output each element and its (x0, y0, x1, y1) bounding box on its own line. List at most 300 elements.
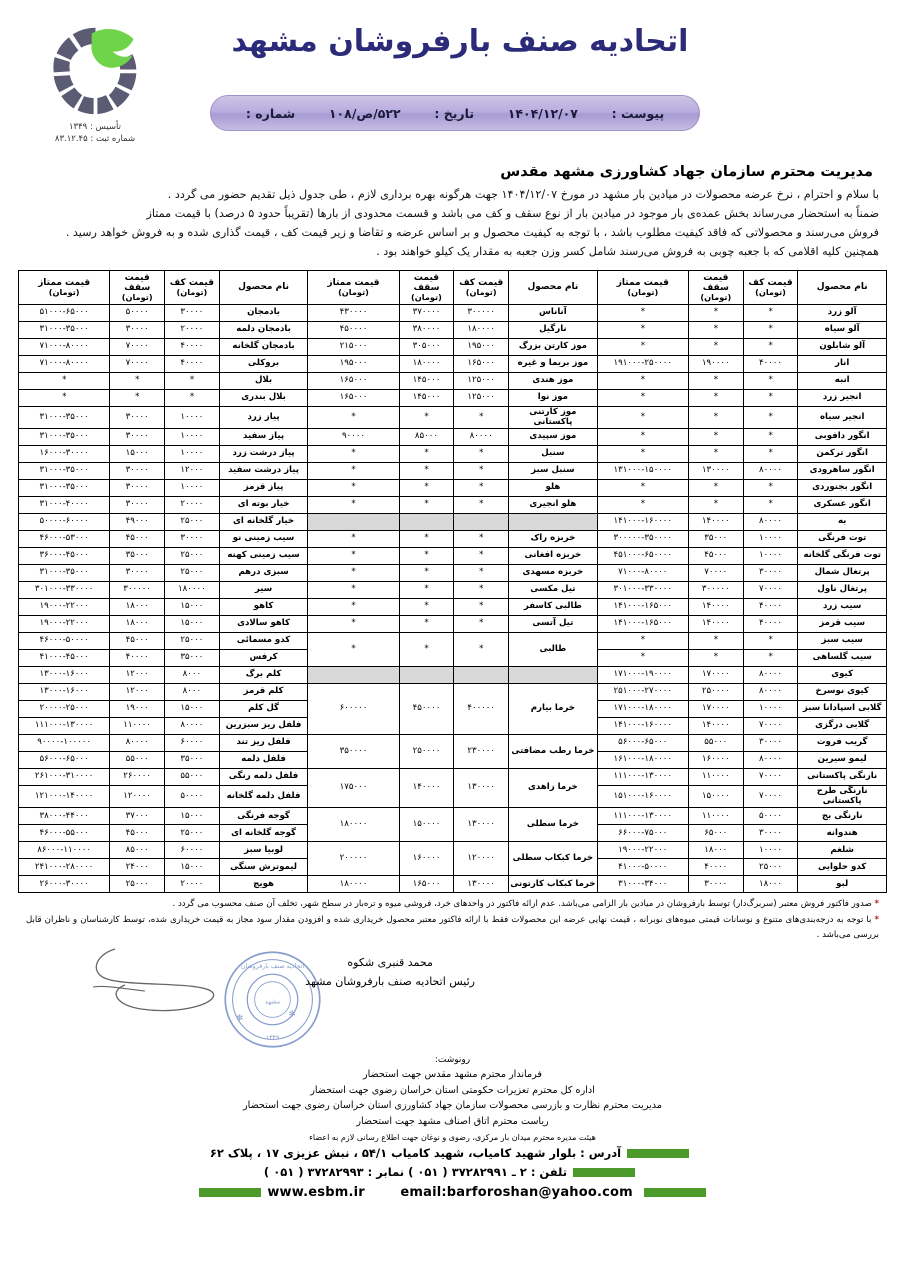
cell-floor-price: ۱۵۰۰۰ (165, 616, 220, 633)
cell-premium-price: ۳۶۰۰۰-۴۵۰۰۰ (19, 548, 110, 565)
table-row (19, 684, 887, 701)
cell-floor-price: ۲۵۰۰۰ (165, 825, 220, 842)
table-row (19, 372, 887, 389)
cell-premium-price: * (597, 406, 688, 428)
cell-floor-price: ۱۰۰۰۰ (743, 842, 798, 859)
cell-ceiling-price: ۳۰۵۰۰۰ (399, 338, 454, 355)
board-note: هیئت مدیره محترم میدان بار مرکزی، رضوی و نوغان جهت اطلاع رسانی لازم به اعضاء (309, 1133, 596, 1143)
cell-floor-price: ۲۰۰۰۰ (165, 321, 220, 338)
cell-ceiling-price: ۱۱۰۰۰۰ (688, 769, 743, 786)
cell-product-name: سیب زمینی نو (219, 531, 308, 548)
cell-ceiling-price (399, 667, 454, 684)
reference-bar (210, 95, 700, 131)
cell-ceiling-price: * (110, 372, 165, 389)
cell-premium-price: ۱۳۱۰۰۰-۱۵۰۰۰۰ (597, 463, 688, 480)
address-text: آدرس : بلوار شهید کامیاب، شهید کامیاب ۵۴/۱ ، نبش عزیزی ۱۷ ، پلاک ۶۲ (209, 1146, 622, 1161)
cell-ceiling-price: * (399, 582, 454, 599)
cell-ceiling-price: ۱۹۰۰۰ (110, 701, 165, 718)
cell-premium-price: * (308, 633, 399, 667)
table-row (19, 463, 887, 480)
website-link[interactable]: www.esbm.ir (267, 1185, 365, 1201)
cell-floor-price: ۲۰۰۰۰ (165, 876, 220, 893)
cell-premium-price: ۱۲۱۰۰۰-۱۴۰۰۰۰ (19, 786, 110, 808)
cell-product-name: پیاز درشت سفید (219, 463, 308, 480)
cell-ceiling-price: ۱۳۰۰۰۰ (688, 463, 743, 480)
cell-product-name: انگور عسکری (798, 497, 887, 514)
cell-ceiling-price: ۸۰۰۰۰ (110, 735, 165, 752)
cell-floor-price: ۲۵۰۰۰ (165, 633, 220, 650)
cell-product-name: پیاز زرد (219, 406, 308, 428)
cell-ceiling-price: ۳۰۰۰۰۰ (110, 582, 165, 599)
cell-premium-price: ۵۱۰۰۰-۶۵۰۰۰ (19, 304, 110, 321)
cell-product-name: انگور ساهرودی (798, 463, 887, 480)
cell-ceiling-price: * (399, 531, 454, 548)
cell-floor-price: ۴۰۰۰۰ (743, 599, 798, 616)
cell-ceiling-price: ۱۴۵۰۰۰ (399, 389, 454, 406)
signer-title: رئیس اتحادیه صنف بارفروشان مشهد (305, 975, 475, 989)
cell-premium-price: ۱۷۱۰۰۰-۱۸۰۰۰۰ (597, 701, 688, 718)
cell-premium-price: * (308, 463, 399, 480)
cell-product-name: کاهو (219, 599, 308, 616)
cell-floor-price: * (454, 497, 509, 514)
cell-product-name: کدو حلوایی (798, 859, 887, 876)
cell-ceiling-price: * (688, 497, 743, 514)
cell-ceiling-price: ۳۰۰۰۰ (110, 480, 165, 497)
cell-ceiling-price: * (688, 406, 743, 428)
cell-premium-price: ۳۱۰۰۰-۳۵۰۰۰ (19, 565, 110, 582)
cell-ceiling-price: ۴۵۰۰۰ (688, 548, 743, 565)
cell-premium-price: ۵۶۰۰۰-۶۵۰۰۰ (597, 735, 688, 752)
cell-ceiling-price: ۲۵۰۰۰ (110, 876, 165, 893)
cell-premium-price: ۱۴۱۰۰۰-۱۶۰۰۰۰ (597, 718, 688, 735)
cell-ceiling-price: * (399, 633, 454, 667)
th-premium-right: قیمت ممتاز (تومان) (597, 270, 688, 304)
cell-floor-price: * (454, 565, 509, 582)
cell-floor-price: ۱۰۰۰۰ (165, 446, 220, 463)
table-row (19, 548, 887, 565)
union-logo (30, 22, 160, 146)
footnote-item: * با توجه به درجه‌بندی‌های متنوع و نوسانات قیمتی میوه‌های نوبرانه ، قیمت نهایی عرضه این محصولات فقط با ارائه فاکتور معتبر محصول خریداری شده و افزودن مقدار سود مجاز به قیمت خریداری شده، توسط کارشناسان و ناظران قابل بررسی می‌باشد . (26, 915, 879, 941)
cell-premium-price: ۵۰۰۰۰-۶۰۰۰۰ (19, 514, 110, 531)
cell-floor-price: ۸۰۰۰۰ (743, 463, 798, 480)
cell-premium-price: ۴۶۰۰۰-۵۳۰۰۰ (19, 531, 110, 548)
cell-product-name: نارنگی بج (798, 808, 887, 825)
cell-ceiling-price: ۱۸۰۰۰ (688, 842, 743, 859)
cell-premium-price: * (597, 446, 688, 463)
cell-floor-price: ۸۰۰۰۰ (743, 752, 798, 769)
cell-premium-price: ۶۰۰۰۰۰ (308, 684, 399, 735)
cell-ceiling-price: ۱۶۰۰۰۰ (688, 752, 743, 769)
table-row (19, 808, 887, 825)
cell-floor-price: ۱۵۰۰۰ (165, 808, 220, 825)
cc-item: اداره کل محترم تعزیرات حکومتی استان خراسان رضوی جهت استحضار (310, 1084, 595, 1096)
cell-premium-price: ۲۶۰۰۰-۳۰۰۰۰ (19, 876, 110, 893)
cell-floor-price: ۳۰۰۰۰ (743, 735, 798, 752)
logo-mark-icon (48, 22, 143, 117)
svg-text:اتحادیه صنف بارفروشان: اتحادیه صنف بارفروشان (240, 962, 305, 970)
cell-ceiling-price: * (688, 389, 743, 406)
cell-floor-price: * (743, 480, 798, 497)
cell-product-name: انبه (798, 372, 887, 389)
cell-ceiling-price: ۳۰۰۰۰۰ (688, 582, 743, 599)
cell-ceiling-price: * (110, 389, 165, 406)
cell-premium-price: * (308, 480, 399, 497)
cell-floor-price: * (165, 372, 220, 389)
cell-product-name: بادمجان گلخانه (219, 338, 308, 355)
cell-premium-price: ۴۵۰۰۰۰ (308, 321, 399, 338)
cell-floor-price: ۷۰۰۰۰ (743, 786, 798, 808)
table-row (19, 497, 887, 514)
cell-floor-price: ۱۲۰۰۰ (165, 463, 220, 480)
cell-floor-price: * (165, 389, 220, 406)
cell-product-name: آناناس (509, 304, 598, 321)
cell-ceiling-price: ۱۴۰۰۰۰ (399, 769, 454, 808)
cell-ceiling-price: ۵۵۰۰۰ (688, 735, 743, 752)
cell-product-name: خرما سطلی (509, 808, 598, 842)
cell-floor-price (454, 667, 509, 684)
cc-item: ریاست محترم اتاق اصناف مشهد جهت استحضار (356, 1115, 549, 1127)
cell-product-name: هلو انجیری (509, 497, 598, 514)
cell-ceiling-price: * (399, 548, 454, 565)
cell-floor-price: ۳۰۰۰۰ (165, 304, 220, 321)
price-table (18, 270, 887, 894)
table-row (19, 514, 887, 531)
cc-item: مدیریت محترم نظارت و بازرسی محصولات سازمان جهاد کشاورزی استان خراسان رضوی جهت استحضار (243, 1100, 662, 1112)
cell-ceiling-price: ۸۵۰۰۰ (110, 842, 165, 859)
cell-premium-price: ۳۰۱۰۰۰-۳۳۰۰۰۰ (19, 582, 110, 599)
cell-product-name: طالبی کاسفر (509, 599, 598, 616)
cell-floor-price: ۸۰۰۰۰ (454, 429, 509, 446)
cell-premium-price: ۱۴۱۰۰۰-۱۶۵۰۰۰ (597, 599, 688, 616)
cell-floor-price: ۸۰۰۰۰ (743, 684, 798, 701)
cell-floor-price: ۱۰۰۰۰ (165, 429, 220, 446)
cell-ceiling-price: * (688, 372, 743, 389)
cell-premium-price: ۷۱۰۰۰-۸۰۰۰۰ (597, 565, 688, 582)
cell-floor-price: ۸۰۰۰۰ (743, 667, 798, 684)
cell-floor-price: ۸۰۰۰ (165, 667, 220, 684)
cell-ceiling-price: ۳۷۰۰۰۰ (399, 304, 454, 321)
cell-ceiling-price: * (399, 497, 454, 514)
table-row (19, 769, 887, 786)
cell-premium-price: ۱۶۰۰۰-۳۰۰۰۰ (19, 446, 110, 463)
cell-floor-price: ۲۵۰۰۰ (743, 859, 798, 876)
cell-ceiling-price: ۲۵۰۰۰۰ (399, 735, 454, 769)
cell-product-name: سیب زمینی کهنه (219, 548, 308, 565)
cell-product-name: لیموترش سنگی (219, 859, 308, 876)
cell-premium-price: * (597, 633, 688, 650)
cell-product-name: موز کارتنی پاکستانی (509, 406, 598, 428)
price-table-zone (0, 270, 905, 894)
cell-product-name: سیب سبز (798, 633, 887, 650)
cell-product-name: آلو شابلون (798, 338, 887, 355)
cell-premium-price: ۱۴۱۰۰۰-۱۶۵۰۰۰ (597, 616, 688, 633)
date-label: تاریخ : (434, 105, 475, 121)
cell-ceiling-price: ۳۰۰۰۰ (110, 406, 165, 428)
organization-title: اتحادیه صنف بارفروشان مشهد (231, 24, 689, 59)
cell-product-name: خربزه مسهدی (509, 565, 598, 582)
cell-product-name: انگور ترکمن (798, 446, 887, 463)
table-row (19, 355, 887, 372)
cell-premium-price: * (597, 304, 688, 321)
cell-premium-price: ۴۵۱۰۰۰-۶۵۰۰۰۰ (597, 548, 688, 565)
cell-premium-price: * (308, 406, 399, 428)
cell-floor-price: ۱۵۰۰۰ (165, 599, 220, 616)
cell-product-name: کرفس (219, 650, 308, 667)
cell-product-name: نارنگی طرح پاکستانی (798, 786, 887, 808)
cell-ceiling-price: ۲۶۰۰۰۰ (110, 769, 165, 786)
cell-premium-price: ۸۶۰۰۰-۱۱۰۰۰۰ (19, 842, 110, 859)
cell-premium-price: ۱۹۰۰۰-۲۲۰۰۰ (19, 616, 110, 633)
cell-ceiling-price: * (688, 429, 743, 446)
cell-ceiling-price: ۸۵۰۰۰ (399, 429, 454, 446)
cell-ceiling-price: ۳۷۰۰۰ (110, 808, 165, 825)
cell-ceiling-price: * (688, 650, 743, 667)
logo-founded-year: تأسیس : ۱۳۴۹ (68, 122, 121, 132)
price-table-head (19, 270, 887, 304)
cell-product-name: خیار بوته ای (219, 497, 308, 514)
cell-floor-price: ۴۰۰۰۰ (743, 355, 798, 372)
cell-product-name: سیب زرد (798, 599, 887, 616)
th-ceiling-right: قیمت سقف (تومان) (688, 270, 743, 304)
cell-product-name: لیمو سیرین (798, 752, 887, 769)
cell-floor-price: ۶۰۰۰۰ (165, 735, 220, 752)
green-bar-decoration (627, 1149, 689, 1158)
cell-floor-price: * (454, 406, 509, 428)
ref-number-label: شماره : (245, 105, 296, 121)
cell-product-name: گل کلم (219, 701, 308, 718)
th-name-left: نام محصول (219, 270, 308, 304)
table-row (19, 531, 887, 548)
cell-premium-price: * (597, 650, 688, 667)
cell-floor-price: ۷۰۰۰۰ (743, 718, 798, 735)
cell-ceiling-price: ۳۰۰۰۰ (110, 565, 165, 582)
asterisk-icon: * (874, 899, 879, 910)
cell-ceiling-price: ۱۱۰۰۰۰ (110, 718, 165, 735)
cell-product-name: خرما زاهدی (509, 769, 598, 808)
cell-floor-price: ۱۲۰۰۰۰ (454, 842, 509, 876)
cell-product-name: نارنگی پاکستانی (798, 769, 887, 786)
cell-product-name: توت فرنگی (798, 531, 887, 548)
cell-floor-price: * (743, 406, 798, 428)
cell-product-name: سیب گلساهی (798, 650, 887, 667)
cell-premium-price: * (597, 480, 688, 497)
cell-ceiling-price: * (688, 338, 743, 355)
cell-premium-price: ۱۹۰۰۰-۲۲۰۰۰ (19, 599, 110, 616)
cell-floor-price: ۴۰۰۰۰ (165, 338, 220, 355)
cell-premium-price: ۳۸۰۰۰-۴۴۰۰۰ (19, 808, 110, 825)
cell-product-name: گلابی اسپادانا سبز (798, 701, 887, 718)
cell-premium-price: * (597, 372, 688, 389)
table-row (19, 667, 887, 684)
cell-product-name: هندوانه (798, 825, 887, 842)
signature-block (305, 953, 475, 993)
cell-product-name: سیر (219, 582, 308, 599)
cell-premium-price: * (308, 446, 399, 463)
cell-product-name: پیاز درشت زرد (219, 446, 308, 463)
cell-ceiling-price: * (688, 633, 743, 650)
cell-floor-price: ۲۵۰۰۰ (165, 548, 220, 565)
cell-floor-price: ۱۸۰۰۰۰ (454, 321, 509, 338)
attachment-label: پیوست : (611, 105, 665, 121)
cell-product-name: هویج (219, 876, 308, 893)
table-row (19, 616, 887, 633)
cell-premium-price: ۱۱۱۰۰۰-۱۳۰۰۰۰ (19, 718, 110, 735)
table-row (19, 446, 887, 463)
cell-premium-price: * (597, 497, 688, 514)
cell-ceiling-price: ۱۲۰۰۰۰ (110, 786, 165, 808)
cell-product-name: گریب فروت (798, 735, 887, 752)
cell-premium-price: ۳۱۰۰۰-۳۵۰۰۰ (19, 406, 110, 428)
table-row (19, 338, 887, 355)
cell-ceiling-price: ۵۵۰۰۰ (110, 752, 165, 769)
intro-paragraph (26, 186, 879, 262)
cell-product-name: خرما بیارم (509, 684, 598, 735)
cell-ceiling-price: * (399, 406, 454, 428)
cell-floor-price: * (743, 389, 798, 406)
cell-ceiling-price: ۱۶۵۰۰۰ (399, 876, 454, 893)
table-row (19, 633, 887, 650)
cell-floor-price: ۳۵۰۰۰ (165, 752, 220, 769)
cell-product-name: کدو مسمائی (219, 633, 308, 650)
cell-product-name: کیوی نوسرخ (798, 684, 887, 701)
cell-product-name: کلم قرمز (219, 684, 308, 701)
cell-product-name: فلفل دلمه (219, 752, 308, 769)
cell-premium-price: ۳۱۰۰۰-۳۵۰۰۰ (19, 429, 110, 446)
cell-ceiling-price: ۳۵۰۰۰ (688, 531, 743, 548)
intro-line: همچنین کلیه اقلامی که با جعبه چوبی به فروش می‌رسند شامل کسر وزن جعبه به مقدار یک کیلو خواهند بود . (376, 245, 879, 259)
document-header (0, 0, 905, 160)
cell-floor-price: * (454, 599, 509, 616)
phone-text: تلفن : ۲ ـ ۳۷۲۸۲۹۹۱ ( ۰۵۱ ) نمابر : ۳۷۲۸۲۹۹۳ ( ۰۵۱ ) (263, 1165, 568, 1180)
cell-product-name: انجیر سیاه (798, 406, 887, 428)
cell-premium-price: ۳۱۰۰۰-۳۵۰۰۰ (19, 463, 110, 480)
cell-product-name: گوجه فرنگی (219, 808, 308, 825)
signature-zone (0, 945, 905, 1065)
cell-ceiling-price: * (399, 446, 454, 463)
cell-product-name: خرما کبکاب کارتونی (509, 876, 598, 893)
email-link[interactable]: email:barforoshan@yahoo.com (400, 1185, 633, 1201)
intro-line: ضمناً به استحضار می‌رساند بخش عمده‌ی بار موجود در میادین بار از نوع سقف و کف می باشد و قسمت محدودی از بارها (تقریباً حدود ۵ درصد) با قیمت ممتاز (146, 207, 879, 221)
footnotes (0, 893, 905, 943)
cell-premium-price: * (19, 372, 110, 389)
cell-ceiling-price: ۱۶۰۰۰۰ (399, 842, 454, 876)
table-row (19, 406, 887, 428)
footer-phone-line (0, 1163, 905, 1182)
cell-premium-price: * (597, 429, 688, 446)
cell-product-name: شلغم (798, 842, 887, 859)
cell-premium-price: * (308, 565, 399, 582)
cell-premium-price: ۱۹۵۰۰۰ (308, 355, 399, 372)
cell-product-name: فلفل دلمه گلخانه (219, 786, 308, 808)
intro-line: با سلام و احترام ، نرخ عرضه محصولات در میادین بار مشهد در مورخ ۱۴۰۴/۱۲/۰۷ جهت هرگونه بهره برداری لازم ، طی جدول ذیل تقدیم حضور می گردد . (167, 188, 879, 201)
cell-premium-price: ۱۶۱۰۰۰-۱۸۰۰۰۰ (597, 752, 688, 769)
footer-address-line (0, 1144, 905, 1163)
logo-registration-number: شماره ثبت : ۸۳.۱۲.۴۵ (54, 134, 136, 145)
cell-premium-price: * (308, 616, 399, 633)
cell-product-name: خیار گلخانه ای (219, 514, 308, 531)
cell-premium-price: ۴۳۰۰۰۰ (308, 304, 399, 321)
cell-premium-price: ۱۱۱۰۰۰-۱۳۰۰۰۰ (597, 769, 688, 786)
cell-ceiling-price (399, 514, 454, 531)
cell-floor-price: ۳۵۰۰۰ (165, 650, 220, 667)
cell-floor-price: ۴۰۰۰۰۰ (454, 684, 509, 735)
table-row (19, 480, 887, 497)
cell-floor-price: * (454, 582, 509, 599)
cell-floor-price: * (454, 633, 509, 667)
cell-ceiling-price: ۱۴۰۰۰۰ (688, 616, 743, 633)
cc-heading: رونوشت: (434, 1054, 471, 1065)
cell-floor-price: * (743, 633, 798, 650)
cell-product-name: گوجه گلخانه ای (219, 825, 308, 842)
cell-ceiling-price: ۱۴۰۰۰۰ (688, 718, 743, 735)
cell-ceiling-price: * (399, 463, 454, 480)
cell-floor-price: * (743, 304, 798, 321)
cell-premium-price: ۴۶۰۰۰-۵۰۰۰۰ (19, 633, 110, 650)
cell-ceiling-price: ۴۹۰۰۰ (110, 514, 165, 531)
cell-ceiling-price: ۱۴۰۰۰۰ (688, 514, 743, 531)
addressee-title: مدیریت محترم سازمان جهاد کشاورزی مشهد مقدس (500, 164, 873, 180)
cell-product-name: کاهو سالادی (219, 616, 308, 633)
cell-ceiling-price: ۳۰۰۰۰ (688, 876, 743, 893)
cell-product-name: پیاز سفید (219, 429, 308, 446)
table-row (19, 876, 887, 893)
cell-ceiling-price: ۴۰۰۰۰ (110, 650, 165, 667)
cell-ceiling-price: ۴۵۰۰۰ (110, 825, 165, 842)
cell-ceiling-price: * (688, 446, 743, 463)
cell-floor-price: ۲۵۰۰۰ (165, 565, 220, 582)
cell-floor-price: * (454, 463, 509, 480)
cell-product-name: بادمجان دلمه (219, 321, 308, 338)
cell-ceiling-price: ۷۰۰۰۰ (688, 565, 743, 582)
table-row (19, 321, 887, 338)
cell-floor-price: ۶۰۰۰۰ (165, 842, 220, 859)
cell-product-name: کلم برگ (219, 667, 308, 684)
cell-floor-price: ۱۸۰۰۰۰ (165, 582, 220, 599)
table-header-row (19, 270, 887, 304)
cell-product-name: موز بریما و غیره (509, 355, 598, 372)
intro-line: فروش می‌رسند و محصولاتی که فاقد کیفیت مطلوب باشد ، با توجه به کیفیت محصول و بر اساس عرضه و تقاضا و زیر قیمت کف ، قیمت گذاری شده و به فروش خواهد رسید . (65, 226, 879, 240)
th-premium-middle: قیمت ممتاز (تومان) (308, 270, 399, 304)
cell-premium-price: ۳۱۰۰۰-۳۵۰۰۰ (19, 480, 110, 497)
cell-ceiling-price: ۴۵۰۰۰ (110, 633, 165, 650)
cell-product-name: موز هندی (509, 372, 598, 389)
cell-product-name: خرما کبکاب سطلی (509, 842, 598, 876)
cell-ceiling-price: * (688, 480, 743, 497)
cell-floor-price: ۷۰۰۰۰ (743, 769, 798, 786)
cell-floor-price: ۱۰۰۰۰ (743, 548, 798, 565)
cell-ceiling-price: ۱۸۰۰۰۰ (399, 355, 454, 372)
table-row (19, 304, 887, 321)
cell-ceiling-price: * (688, 321, 743, 338)
cell-premium-price: ۱۱۱۰۰۰-۱۳۰۰۰۰ (597, 808, 688, 825)
cell-premium-price: ۱۶۵۰۰۰ (308, 389, 399, 406)
cell-floor-price: ۱۰۰۰۰ (743, 531, 798, 548)
cell-premium-price: ۱۶۵۰۰۰ (308, 372, 399, 389)
cell-ceiling-price: ۱۴۰۰۰۰ (688, 599, 743, 616)
cell-product-name: سبزی درهم (219, 565, 308, 582)
footnote-item: * صدور فاکتور فروش معتبر (سربرگ‌دار) توسط بارفروشان در میادین بار الزامی می‌باشد. عدم ارائه فاکتور در واحدهای خرد، فروشی میوه و تره‌بار در سطح شهر، تخلف آن صنف محسوب می گردد . (172, 899, 879, 910)
cell-product-name: لبو (798, 876, 887, 893)
cell-premium-price: ۴۱۰۰۰-۴۵۰۰۰ (19, 650, 110, 667)
cell-premium-price: ۱۳۰۰۰-۱۶۰۰۰ (19, 667, 110, 684)
cell-product-name: پرتغال ناول (798, 582, 887, 599)
cell-ceiling-price: ۶۵۰۰۰ (688, 825, 743, 842)
cell-floor-price: ۱۳۰۰۰۰ (454, 808, 509, 842)
th-floor-middle: قیمت کف (تومان) (454, 270, 509, 304)
cell-premium-price: ۵۶۰۰۰-۶۵۰۰۰ (19, 752, 110, 769)
cell-product-name: انگور بجنوردی (798, 480, 887, 497)
cell-premium-price: ۲۰۰۰۰۰ (308, 842, 399, 876)
